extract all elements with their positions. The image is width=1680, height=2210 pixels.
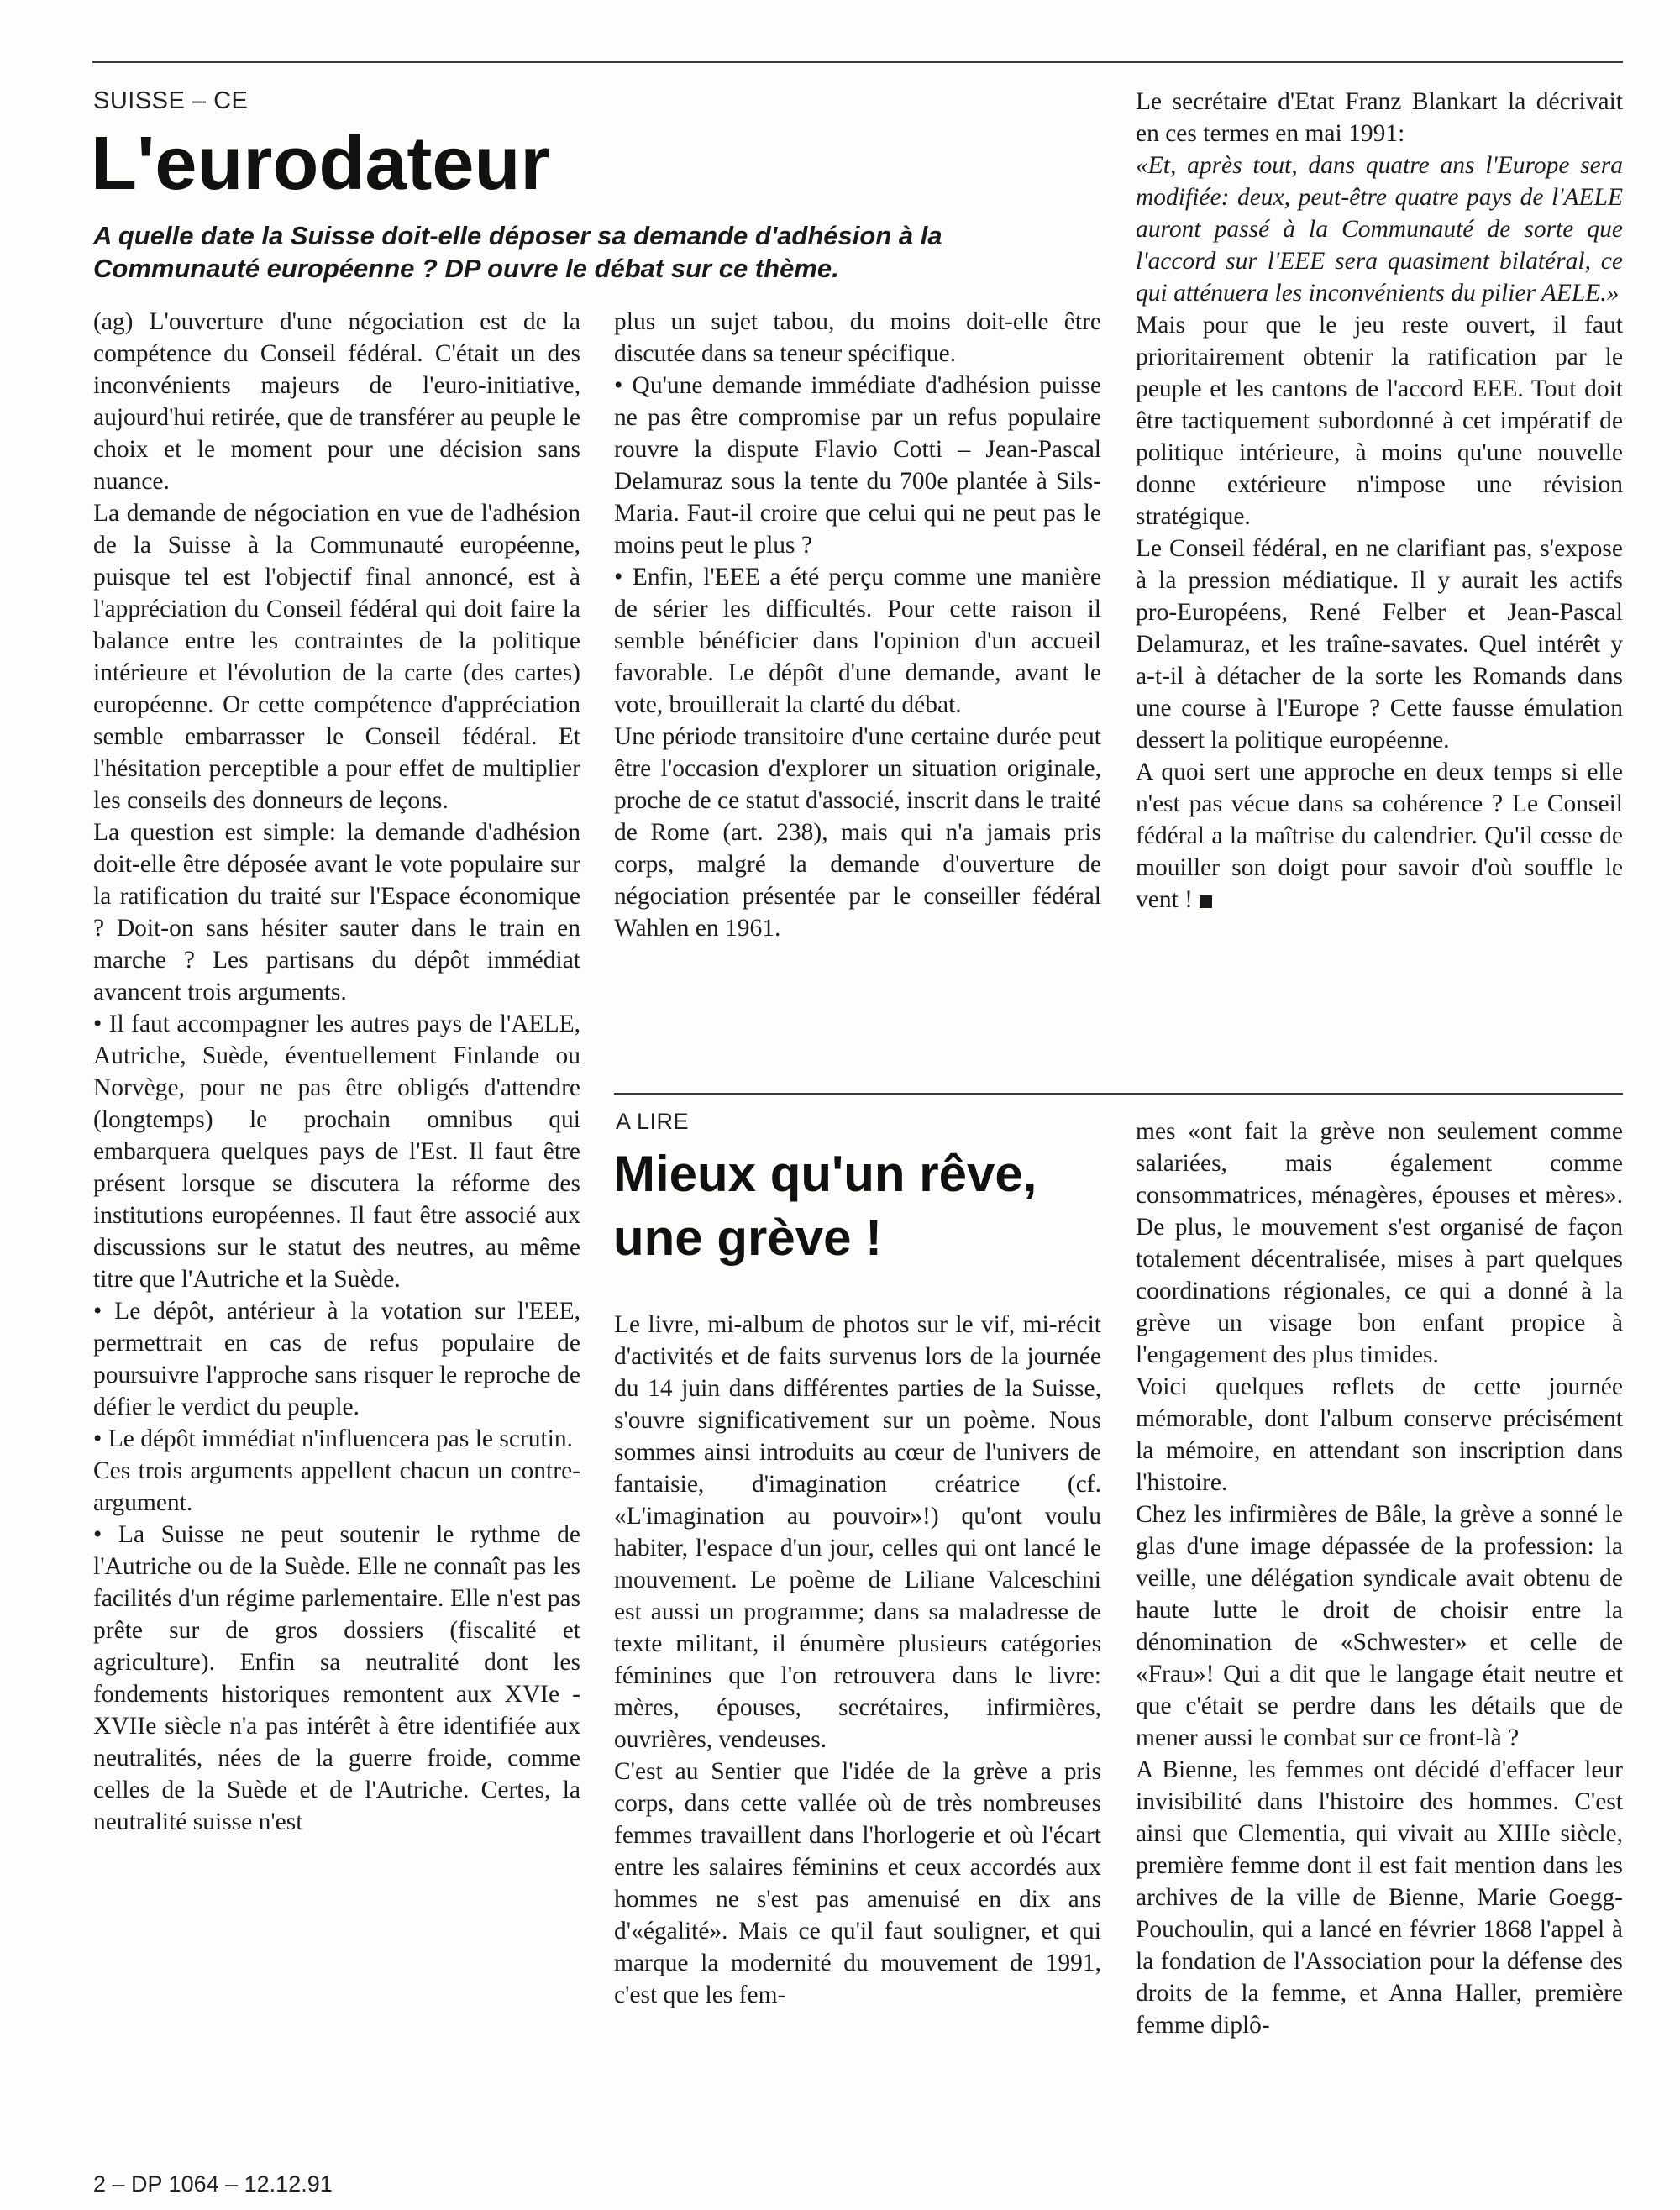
a1c1-paragraph: La question est simple: la demande d'adhésion doit-elle être déposée avant le vote populaire sur la ratification du traité sur l'Espace économique ? Doit-on sans hésiter sauter dans le train en marche ? Les partisans du dépôt immédiat avancent trois arguments. [93, 819, 580, 1005]
a1c2-paragraph: • Enfin, l'EEE a été perçu comme une manière de sérier les difficultés. Pour cette raison il semble bénéficier dans l'opinion d'un accueil favorable. Le dépôt d'une demande, avant le vote, brouillerait la clarté du débat. [614, 564, 1101, 718]
article2-column-1 [614, 1309, 1101, 2011]
a1c2-paragraph: • Qu'une demande immédiate d'adhésion puisse ne pas être compromise par un refus populaire rouvre la dispute Flavio Cotti – Jean-Pascal Delamuraz sous la tente du 700e plantée à Sils-Maria. Faut-il croire que celui qui ne peut pas le moins peut le plus ? [614, 372, 1101, 559]
top-rule [92, 61, 1623, 63]
article1-column-3 [1136, 86, 1623, 916]
article2-title-line-2: une grève ! [613, 1210, 883, 1266]
article1-column-1 [93, 306, 580, 1838]
article1-column-2 [614, 306, 1101, 944]
a1c1-paragraph: La demande de négociation en vue de l'adhésion de la Suisse à la Communauté européenne, puisque tel est l'objectif final annoncé, est à l'appréciation du Conseil fédéral qui doit faire la balance entre les contraintes de la politique intérieure et l'évolution de la carte (des cartes) européenne. Or cette compétence d'appréciation semble embarrasser le Conseil fédéral. Et l'hésitation perceptible a pour effet de multiplier les conseils des donneurs de leçons. [93, 500, 580, 814]
a1c1-paragraph: (ag) L'ouverture d'une négociation est de la compétence du Conseil fédéral. C'était un des inconvénients majeurs de l'euro-initiative, aujourd'hui retirée, que de transférer au peuple le choix et le moment pour une décision sans nuance. [93, 308, 580, 495]
a1c2-paragraph: Une période transitoire d'une certaine durée peut être l'occasion d'explorer un situation originale, proche de ce statut d'associé, inscrit dans le traité de Rome (art. 238), mais qui n'a jamais pris corps, malgré la demande d'ouverture de négociation présentée par le conseiller fédéral Wahlen en 1961. [614, 723, 1101, 942]
a2c2-paragraph: A Bienne, les femmes ont décidé d'effacer leur invisibilité dans l'histoire des hommes. C'est ainsi que Clementia, qui vivait au XIIIe siècle, première femme dont il est fait mention dans les archives de la ville de Bienne, Marie Goegg-Pouchoulin, qui a lancé en février 1868 l'appel à la fondation de l'Association pour la défense des droits de la femme, et Anna Haller, première femme diplô- [1136, 1756, 1623, 2039]
a2c2-paragraph: Voici quelques reflets de cette journée mémorable, dont l'album conserve précisément la mémoire, en attendant son inscription dans l'histoire. [1136, 1373, 1623, 1496]
a1c1-paragraph: • La Suisse ne peut soutenir le rythme de l'Autriche ou de la Suède. Elle ne connaît pas les facilités d'un régime parlementaire. Elle n'est pas prête sur de gros dossiers (fiscalité et agriculture). Enfin sa neutralité dont les fondements historiques remontent aux XVIe - XVIIe siècle n'a pas intérêt à être identifiée aux neutralités, nées de la guerre froide, comme celles de la Suède et de l'Autriche. Certes, la neutralité suisse n'est [93, 1521, 580, 1835]
article2-title [613, 1142, 1037, 1270]
end-of-article-mark [1200, 895, 1212, 908]
a1c3-paragraph-last [1136, 756, 1623, 916]
article2-column-2 [1136, 1115, 1623, 2041]
article2-kicker: A LIRE [616, 1109, 690, 1134]
a1c3-paragraph: Le Conseil fédéral, en ne clarifiant pas, s'expose à la pression médiatique. Il y aurait les actifs pro-Européens, René Felber et Jean-Pascal Delamuraz, et les traîne-savates. Quel intérêt y a-t-il à détacher de la sorte les Romands dans une course à l'Europe ? Cette fausse émulation dessert la politique européenne. [1136, 535, 1623, 753]
section-rule [614, 1093, 1623, 1095]
article1-kicker: SUISSE – CE [93, 87, 249, 114]
a1c3-paragraph: Mais pour que le jeu reste ouvert, il faut prioritairement obtenir la ratification par le peuple et les cantons de l'accord EEE. Tout doit être tactiquement subordonné à cet impératif de politique intérieure, à moins qu'une nouvelle donne extérieure n'impose une révision stratégique. [1136, 312, 1623, 530]
article1-title: L'eurodateur [91, 122, 550, 206]
a1c1-paragraph: • Le dépôt immédiat n'influencera pas le scrutin. [93, 1425, 574, 1452]
a2c2-paragraph: mes «ont fait la grève non seulement comme salariées, mais également comme consommatrices, ménagères, épouses et mères». De plus, le mouvement s'est organisé de façon totalement décentralisée, mises à part quelques coordinations régionales, ce qui a donné à la grève un visage bon enfant propice à l'engagement des plus timides. [1136, 1118, 1623, 1368]
a1c3-paragraph: Le secrétaire d'Etat Franz Blankart la décrivait en ces termes en mai 1991: [1136, 88, 1623, 147]
a2c1-paragraph: C'est au Sentier que l'idée de la grève a pris corps, dans cette vallée où de très nombreuses femmes travaillent dans l'horlogerie et où l'écart entre les salaires féminins et ceux accordés aux hommes ne s'est pas amenuisé en dix ans d'«égalité». Mais ce qu'il faut souligner, et qui marque la modernité du mouvement de 1991, c'est que les fem- [614, 1758, 1101, 2008]
a2c2-paragraph: Chez les infirmières de Bâle, la grève a sonné le glas d'une image dépassée de la profession: la veille, une délégation syndicale avait obtenu de haute lutte le droit de choisir entre la dénomination de «Schwester» et celle de «Frau»! Qui a dit que le langage était neutre et que c'était se perdre dans les détails que de mener aussi le combat sur ce front-là ? [1136, 1501, 1623, 1751]
a1c3-quote: «Et, après tout, dans quatre ans l'Europe sera modifiée: deux, peut-être quatre pays de l'AELE auront passé à la Communauté de sorte que l'accord sur l'EEE sera quasiment bilatéral, ce qui atténuera les inconvénients du pilier AELE.» [1136, 152, 1623, 307]
a1c1-paragraph: Ces trois arguments appellent chacun un contre-argument. [93, 1457, 580, 1516]
a1c1-paragraph: • Il faut accompagner les autres pays de l'AELE, Autriche, Suède, éventuellement Finlande ou Norvège, pour ne pas être obligés d'attendre (longtemps) le prochain omnibus qui embarquera quelques pays de l'Est. Il faut être présent lorsque se discutera la réforme des institutions européennes. Il faut être associé aux discussions sur le statut des neutres, au même titre que l'Autriche et la Suède. [93, 1011, 580, 1293]
article1-lead: A quelle date la Suisse doit-elle déposer sa demande d'adhésion à la Communauté européenne ? DP ouvre le débat sur ce thème. [93, 221, 942, 283]
a2c1-paragraph: Le livre, mi-album de photos sur le vif, mi-récit d'activités et de faits survenus lors de la journée du 14 juin dans différentes parties de la Suisse, s'ouvre significativement sur un poème. Nous sommes ainsi introduits au cœur de l'univers de fantaisie, d'imagination créatrice (cf. «L'imagination au pouvoir»!) qu'ont voulu habiter, l'espace d'un jour, celles qui ont lancé le mouvement. Le poème de Liliane Valceschini est aussi un programme; dans sa maladresse de texte militant, il énumère plusieurs catégories féminines que l'on retrouvera dans le livre: mères, épouses, secrétaires, infirmières, ouvrières, vendeuses. [614, 1311, 1101, 1753]
a1c1-paragraph: • Le dépôt, antérieur à la votation sur l'EEE, permettrait en cas de refus populaire de poursuivre l'approche sans risquer le reproche de défier le verdict du peuple. [93, 1298, 580, 1420]
a1c3-last-text: A quoi sert une approche en deux temps si elle n'est pas vécue dans sa cohérence ? Le Conseil fédéral a la maîtrise du calendrier. Qu'il cesse de mouiller son doigt pour savoir d'où souffle le vent ! [1136, 759, 1623, 913]
article2-title-line-1: Mieux qu'un rêve, [613, 1146, 1037, 1202]
page-footer: 2 – DP 1064 – 12.12.91 [93, 2171, 333, 2197]
a1c2-paragraph: plus un sujet tabou, du moins doit-elle être discutée dans sa teneur spécifique. [614, 308, 1101, 367]
